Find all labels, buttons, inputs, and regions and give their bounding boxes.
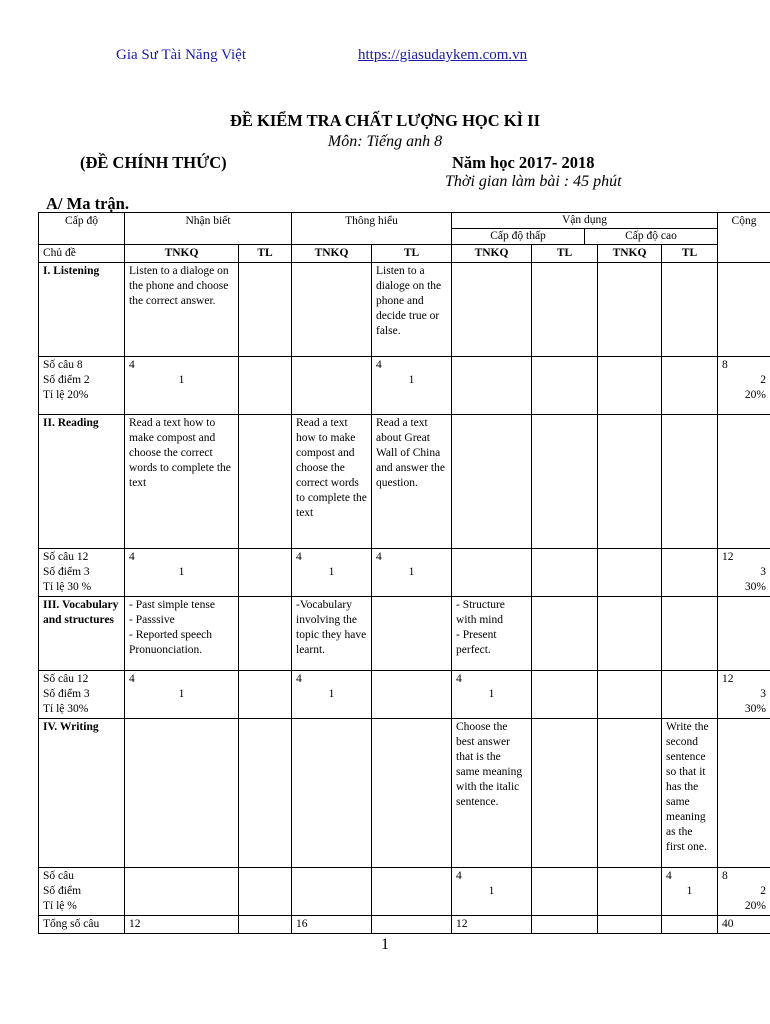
header-row-2 (39, 245, 770, 263)
total-cell: 12 3 30% (718, 671, 770, 719)
cell-value: 4 1 (372, 357, 452, 415)
cap-do-thap-header: Cấp độ thấp (452, 229, 585, 244)
col-tl-nb: TL (239, 245, 292, 263)
col-tnkq-vd-thap: TNKQ (452, 245, 532, 263)
col-tnkq-th: TNKQ (292, 245, 372, 263)
cell-value: 4 1 (292, 671, 372, 719)
cap-do-cao-header: Cấp độ cao (625, 230, 677, 242)
total-th: 16 (292, 916, 372, 934)
total-label: Tổng số câu (39, 916, 125, 934)
cell-text: Read a text how to make compost and choose the correct words to complete the text (292, 415, 372, 549)
cell-text: - Past simple tense - Passsive - Reported speech Pronuonciation. (125, 597, 239, 671)
topic-writing: IV. Writing (39, 719, 125, 868)
table-row (39, 549, 770, 597)
table-row (39, 263, 770, 357)
cell-text: Read a text about Great Wall of China and answer the question. (372, 415, 452, 549)
table-row (39, 719, 770, 868)
col-tl-th: TL (372, 245, 452, 263)
col-tl-vd-cao: TL (662, 245, 718, 263)
exam-title: ĐỀ KIỂM TRA CHẤT LƯỢNG HỌC KÌ II (229, 111, 541, 130)
cell-value: 4 1 (372, 549, 452, 597)
section-heading: A/ Ma trận. (46, 194, 129, 213)
cell-text: Choose the best answer that is the same meaning with the italic sentence. (452, 719, 532, 868)
cell-value: 4 1 (125, 671, 239, 719)
total-cell: 8 2 20% (718, 868, 770, 916)
header-row-1 (39, 213, 770, 245)
cap-do-label: Cấp độ (39, 213, 125, 245)
cell-value: 4 1 (452, 671, 532, 719)
topic-listening: I. Listening (39, 263, 125, 357)
cell-text: Read a text how to make compost and choose the correct words to complete the text (125, 415, 239, 549)
cell-value: 4 1 (292, 549, 372, 597)
cell-value: 4 1 (662, 868, 718, 916)
cell-text: - Structure with mind - Present perfect. (452, 597, 532, 671)
stats-cell: Số câu 8 Số điểm 2 Tỉ lệ 20% (39, 357, 125, 415)
total-vd: 12 (452, 916, 532, 934)
cell-text: Listen to a dialoge on the phone and choose the correct answer. (125, 263, 239, 357)
table-row (39, 671, 770, 719)
stats-cell: Số câu Số điểm Tỉ lệ % (39, 868, 125, 916)
table-row (39, 357, 770, 415)
total-cell: 12 3 30% (718, 549, 770, 597)
table-row (39, 868, 770, 916)
topic-reading: II. Reading (39, 415, 125, 549)
cell-value: 4 1 (125, 357, 239, 415)
exam-duration: Thời gian làm bài : 45 phút (445, 173, 622, 190)
total-all: 40 (718, 916, 770, 934)
stats-cell: Số câu 12 Số điểm 3 Tỉ lệ 30% (39, 671, 125, 719)
topic-vocabulary: III. Vocabulary and structures (39, 597, 125, 671)
chu-de-label: Chủ đề (39, 245, 125, 263)
col-tl-vd-thap: TL (532, 245, 598, 263)
thong-hieu-header: Thông hiểu (292, 213, 452, 245)
total-nb: 12 (125, 916, 239, 934)
official-label: (ĐỀ CHÍNH THỨC) (80, 153, 227, 172)
school-year: Năm học 2017- 2018 (452, 153, 595, 172)
matrix-table (38, 212, 770, 934)
cong-header: Cộng (718, 213, 770, 263)
col-tnkq-vd-cao: TNKQ (598, 245, 662, 263)
table-row (39, 597, 770, 671)
cell-text: -Vocabulary involving the topic they have learnt. (292, 597, 372, 671)
van-dung-header: Vận dụng (561, 214, 608, 226)
cell-text: Listen to a dialoge on the phone and decide true or false. (372, 263, 452, 357)
table-row (39, 415, 770, 549)
col-tnkq-nb: TNKQ (125, 245, 239, 263)
total-row (39, 916, 770, 934)
total-cell: 8 2 20% (718, 357, 770, 415)
stats-cell: Số câu 12 Số điểm 3 Tỉ lệ 30 % (39, 549, 125, 597)
nhan-biet-header: Nhận biết (125, 213, 292, 245)
cell-value: 4 1 (125, 549, 239, 597)
cell-text: Write the second sentence so that it has the same meaning as the first one. (662, 719, 718, 868)
cell-value: 4 1 (452, 868, 532, 916)
page-number: 1 (381, 936, 389, 953)
header-site-name: Gia Sư Tài Năng Việt (116, 47, 246, 63)
header-url-link[interactable]: https://giasudaykem.com.vn (358, 47, 528, 63)
exam-subject: Môn: Tiếng anh 8 (327, 133, 443, 150)
